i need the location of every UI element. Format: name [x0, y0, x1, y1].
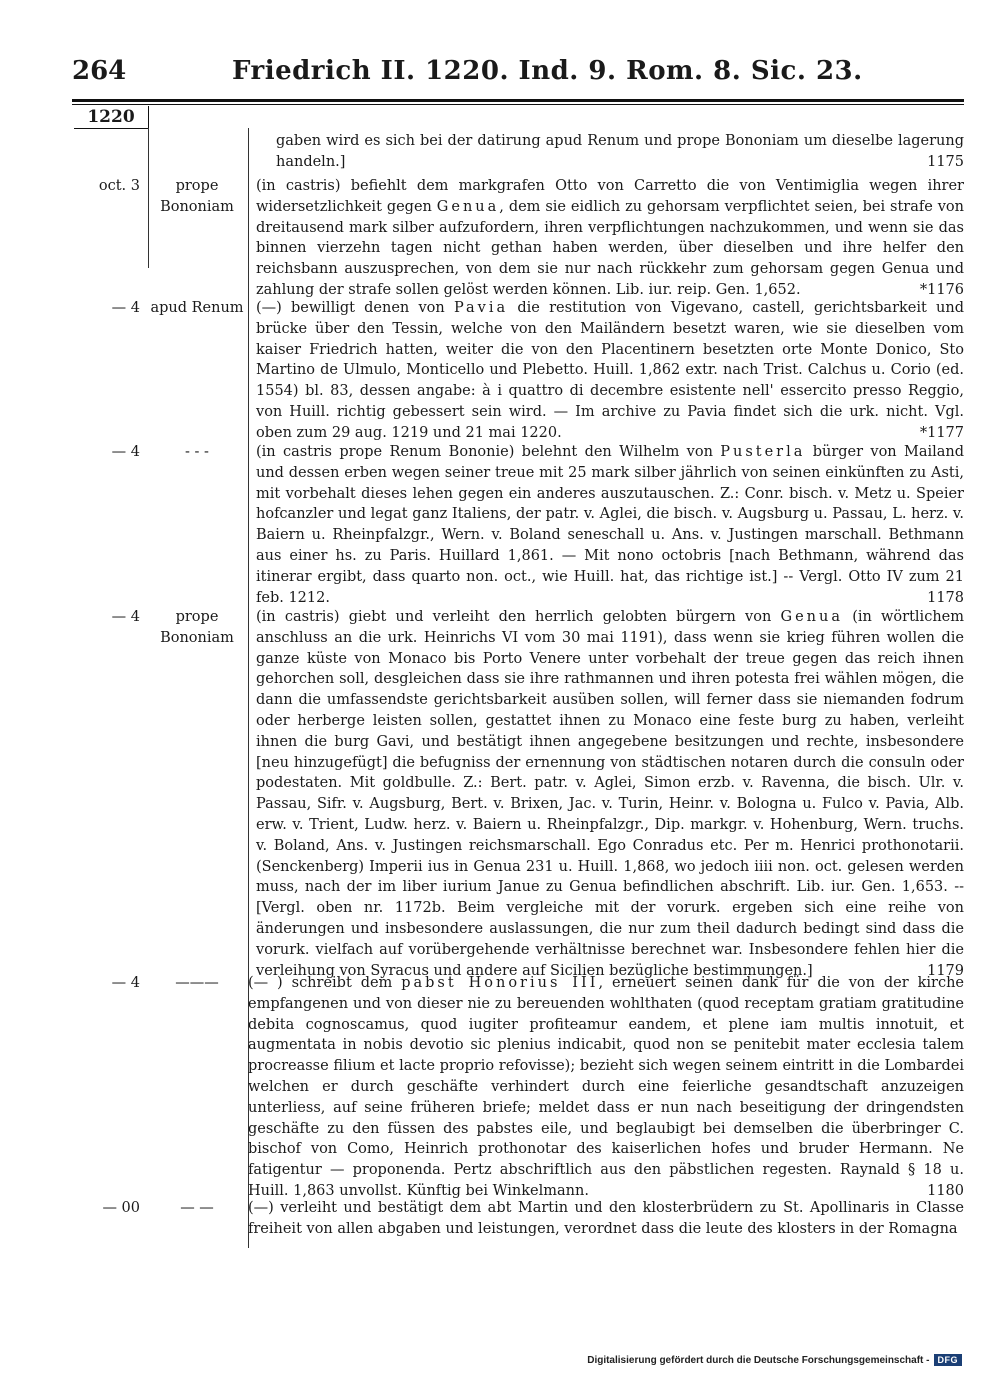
entry-place: — —: [180, 1200, 214, 1216]
spaced-name: Genua: [780, 609, 843, 625]
entry-body-cont: , erneuert seinen dank für die von der kirche empfangenen und von dieser nie zu bereuenden wohlthaten (quod receptam gratiam gratitudine debita cognoscamus, quod iugiter profiteamur eandem, et plene iam multis innotuit, et augmentata in nobis devotio sic plenius indicabit, quod non se penitebit mater ecclesia talem procreasse filium et lacte proprio refovisse); bezieht sich wegen seinem eintritt in die Lombardei welchen er durch geschäfte verhindert durch eine feierliche gesandtschaft anzuzeigen unterliess, auf seine früheren briefe; meldet dass er nun nach beseitigung der dringendsten geschäfte zu den füssen des pabstes eile, und beglaubigt bei demselben die überbringer C. bischof von Como, Heinrich prothonotar des kaiserlichen hofes und bruder Hermann. Ne fatigentur — proponenda. Pertz abschriftlich aus den päbstlichen regesten. Raynald § 18 u. Huill. 1,863 unvollst. Künftig bei Winkelmann.: [248, 975, 964, 1199]
register-entry: [76, 176, 964, 296]
entry-body: (—) bewilligt denen von: [256, 300, 454, 316]
entry-number: 1178: [927, 589, 964, 606]
entry-body-cont: (in wörtlichem anschluss an die urk. Heinrichs VI vom 30 mai 1191), dass wenn sie krieg führen wollen die ganze küste von Monaco bis Porto Venere unter vorbehalt der treue gegen das reich ihnen gehorchen soll, desgleichen dass sie ihre rathmannen und ihren potesta frei wählen mögen, die dann die umfassendste gerichtsbarkeit ausüben sollen, will ferner dass sie niemanden fodrum oder herberge leisten sollen, gestattet ihnen zu Monaco eine feste burg zu haben, verleiht ihnen die burg Gavi, und bestätigt ihnen angegebene besitzungen und rechte, insbesondere [neu hinzugefügt] die befugniss der ernennung von städtischen notaren durch die consuln oder podestaten. Mit goldbulle. Z.: Bert. patr. v. Aglei, Simon erzb. v. Ravenna, die bisch. Ulr. v. Passau, Sifr. v. Augsburg, Bert. v. Brixen, Jac. v. Turin, Heinr. v. Bologna u. Fulco v. Pavia, Alb. erw. v. Trient, Ludw. herz. v. Baiern u. Rheinpfalzgr., Dip. markgr. v. Hohenburg, Wern. truchs. v. Boland, Ans. v. Justingen reichsmarschall. Ego Conradus etc. Per m. Henrici prothonotarii. (Senckenberg) Imperii ius in Genua 231 u. Huill. 1,868, wo jedoch iiii non. oct. gelesen werden muss, nach der im liber iurium Janue zu Genua befindlichen abschrift. Lib. iur. Gen. 1,653. -- [Vergl. oben nr. 1172b. Beim vergleiche mit der vorurk. ergeben sich eine reihe von änderungen und insbesondere auslassungen, die nur zum theil dadurch bedingt sind dass die vorurk. vielfach auf vorübergehende verhältnisse berechnet war. Insbesondere fehlen hier die verleihung von Syracus und andere auf Sicilien bezügliche bestimmungen.]: [256, 609, 964, 979]
entry-body: gaben wird es sich bei der datirung apud Renum und prope Bononiam um dieselbe lagerung handeln.]: [276, 133, 964, 170]
entry-number: *1176: [919, 281, 964, 298]
entry-place: - - -: [185, 444, 209, 460]
running-title: Friedrich II. 1220. Ind. 9. Rom. 8. Sic. 23.: [232, 56, 863, 86]
entry-body: (in castris prope Renum Bononie) belehnt den Wilhelm von: [256, 444, 721, 460]
entry-body-cont: , dem sie eidlich zu gehorsam verpflichtet seien, bei strafe von dreitausend mark silber aufzufordern, ihren verpflichtungen nachzukommen, und wenn sie das binnen vierzehn tagen nicht gethan haben werden, über dieselben und ihre helfer den reichsbann auszusprechen, von dem sie nur nach rückkehr zum gehorsam gegen Genua und zahlung der strafe sollen gelöst werden können. Lib. iur. reip. Gen. 1,652.: [256, 198, 964, 298]
register-entry: [76, 442, 965, 606]
entry-place: apud Renum: [150, 300, 244, 316]
entry-number: 1175: [927, 153, 964, 170]
entry-text: [256, 607, 964, 981]
header-rule: [72, 99, 964, 102]
register-entry: [76, 298, 964, 441]
page-footer: [587, 1354, 962, 1366]
entry-text: [256, 298, 964, 444]
entry-text: [256, 176, 964, 301]
entry-place: prope Bononiam: [160, 609, 234, 646]
register-entry: [76, 1198, 964, 1248]
entry-body: (in castris) giebt und verleiht den herrlich gelobten bürgern von: [256, 609, 781, 625]
spaced-name: Genua: [436, 198, 500, 215]
entry-body: (—) verleiht und bestätigt dem abt Martin und den klosterbrüdern zu St. Apollinaris in Classe freiheit von allen abgaben und leistungen, verordnet dass die leute des klosters in der Romagna: [248, 1200, 964, 1237]
entry-text: [276, 131, 964, 173]
entry-date: oct. 3: [98, 178, 140, 194]
entry-number: 1179: [927, 962, 964, 979]
funding-note: Digitalisierung gefördert durch die Deutsche Forschungsgemeinschaft -: [587, 1354, 930, 1366]
header-rule-thin: [72, 104, 964, 105]
register-entry: [76, 131, 964, 175]
entry-place: prope Bononiam: [160, 178, 234, 215]
spaced-name: Pusterla: [720, 444, 806, 460]
entry-body: (in castris) befiehlt dem markgrafen Otto von Carretto die von Ventimiglia wegen ihrer widersetzlichkeit gegen: [256, 178, 964, 215]
entry-date: — 4: [111, 300, 140, 316]
register-entry: [76, 607, 964, 979]
entry-date: — 00: [102, 1200, 140, 1216]
entry-place: ———: [175, 975, 219, 991]
entry-number: 1180: [927, 1182, 964, 1199]
spaced-name: pabst Honorius III: [401, 975, 599, 991]
register-entry: [76, 973, 964, 1199]
entry-date: — 4: [111, 444, 140, 460]
entry-text: [248, 973, 964, 1202]
entry-text: [256, 442, 964, 608]
entry-body: (— ) schreibt dem: [248, 975, 402, 991]
page-header: [72, 56, 960, 100]
entry-number: *1177: [919, 424, 964, 441]
entry-date: — 4: [111, 609, 140, 625]
entry-date: — 4: [111, 975, 140, 991]
entry-text: [248, 1198, 964, 1240]
entry-body-cont: die restitution von Vigevano, castell, gerichtsbarkeit und brücke über den Tessin, welche von den Mailändern besetzt waren, wie sie dieselben vom kaiser Friedrich hatten, weiter die von den Placentinern besetzten orte Monte Donico, Sto Martino de Ulmulo, Monticello und Plebetto. Huill. 1,862 extr. nach Trist. Calchus u. Corio (ed. 1554) bl. 83, dessen angabe: à i quattro di decembre esistente nell' essercito presso Reggio, von Huill. richtig gebessert sein wird. — Im archive zu Pavia findet sich die urk. nicht. Vgl. oben zum 29 aug. 1219 und 21 mai 1220.: [256, 300, 964, 441]
year-label: 1220: [74, 106, 149, 129]
entry-body-cont: bürger von Mailand und dessen erben wegen seiner treue mit 25 mark silber jährlich von seinen einkünften zu Asti, mit vorbehalt dieses lehen gegen ein anderes auszutauschen. Z.: Conr. bisch. v. Metz u. Speier hofcanzler und legat ganz Italiens, der patr. v. Aglei, die bisch. v. Augsburg u. Passau, L. herz. v. Baiern u. Rheinpfalzgr., Wern. v. Boland seneschall u. Ans. v. Justingen marschall. Bethmann aus einer hs. zu Paris. Huillard 1,861. — Mit nono octobris [nach Bethmann, während das itinerar ergibt, dass quarto non. oct., wie Huill. hat, das richtige ist.] -- Vergl. Otto IV zum 21 feb. 1212.: [256, 444, 965, 606]
dfg-logo: DFG: [934, 1354, 963, 1366]
page-number: 264: [72, 56, 127, 86]
spaced-name: Pavia: [453, 300, 509, 316]
